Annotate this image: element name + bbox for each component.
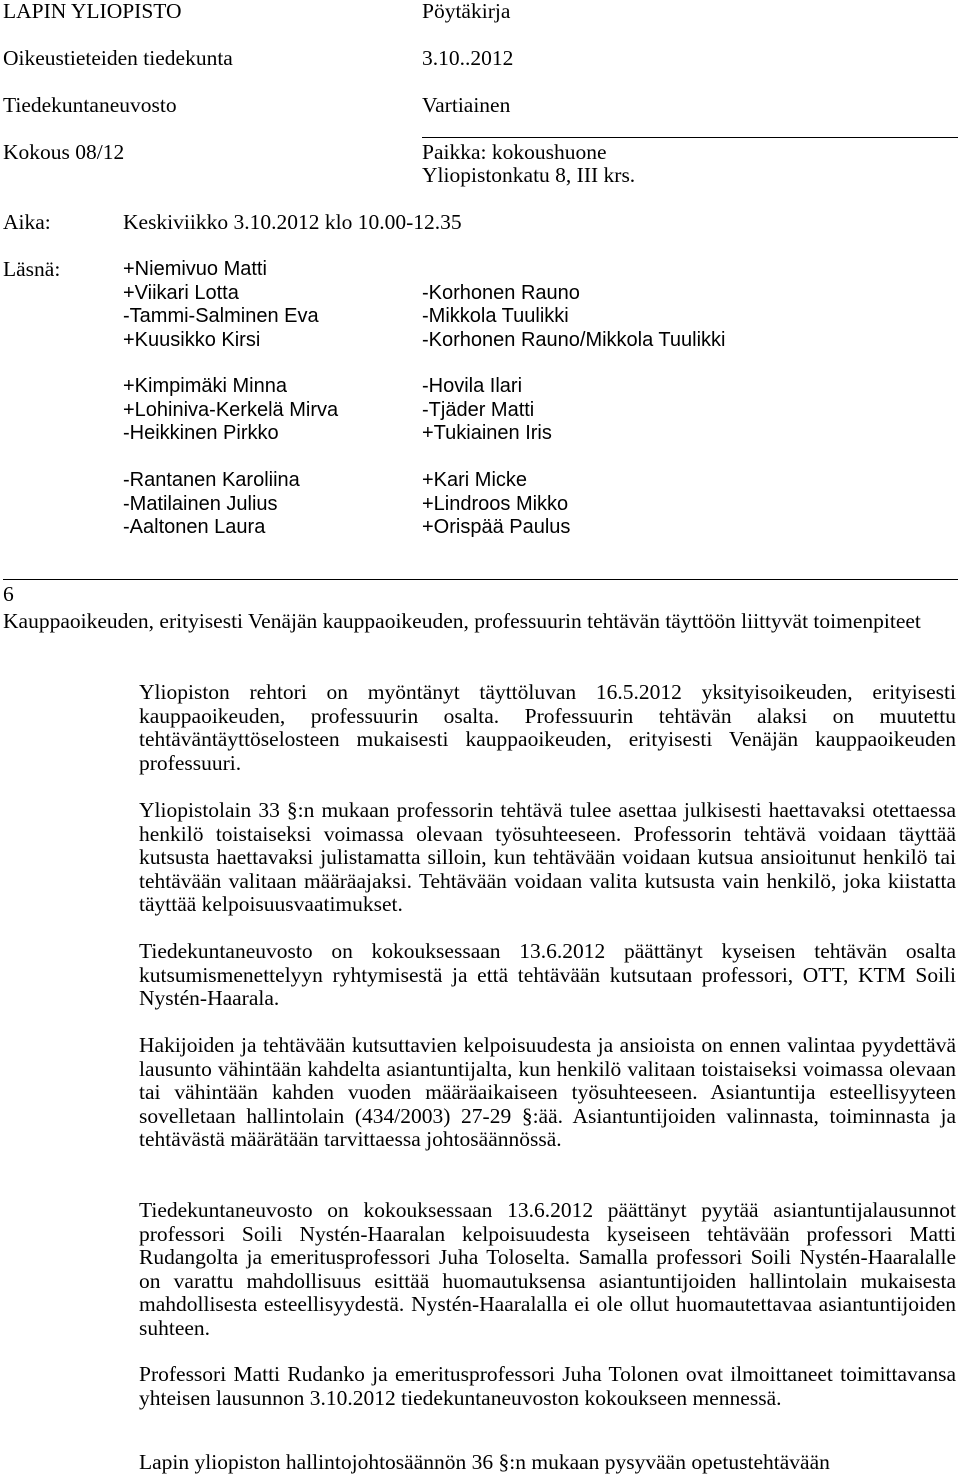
meeting-address: Yliopistonkatu 8, III krs. bbox=[422, 163, 636, 187]
university-name: LAPIN YLIOPISTO bbox=[3, 0, 182, 23]
guard-name: Vartiainen bbox=[422, 93, 511, 117]
attendee: -Aaltonen Laura bbox=[123, 516, 266, 538]
document-date: 3.10..2012 bbox=[422, 46, 514, 70]
item-rule bbox=[3, 579, 958, 580]
faculty-name: Oikeustieteiden tiedekunta bbox=[3, 46, 233, 70]
attendee: -Rantanen Karoliina bbox=[123, 469, 300, 491]
attendee: +Kimpimäki Minna bbox=[123, 375, 287, 397]
attendee: -Hovila Ilari bbox=[422, 375, 523, 397]
time-value: Keskiviikko 3.10.2012 klo 10.00-12.35 bbox=[123, 210, 462, 234]
item-number: 6 bbox=[3, 582, 14, 606]
body-paragraph: Yliopistolain 33 §:n mukaan professorin tehtävä tulee asettaa julkisesti haettavaksi otettaessa henkilö toistaiseksi voimassa olevaan työsuhteeseen. Professorin tehtävä voidaan täyttää kutsusta haettavaksi julistamatta silloin, kun tehtävään voidaan kutsua ansioitunut henkilö tai tehtävään valitaan määräajaksi. Tehtävään voidaan valita kutsusta vain henkilö, joka kiistatta täyttää kelpoisuusvaatimukset. bbox=[139, 798, 956, 916]
body-paragraph: Professori Matti Rudanko ja emeritusprofessori Juha Tolonen ovat ilmoittaneet toimittavansa yhteisen lausunnon 3.10.2012 tiedekuntaneuvoston kokoukseen mennessä. bbox=[139, 1362, 956, 1410]
attendee: +Kuusikko Kirsi bbox=[123, 329, 261, 351]
council-name: Tiedekuntaneuvosto bbox=[3, 93, 177, 117]
attendee: -Korhonen Rauno/Mikkola Tuulikki bbox=[422, 329, 726, 351]
meeting-place: Paikka: kokoushuone bbox=[422, 140, 607, 164]
attendee: -Korhonen Rauno bbox=[422, 282, 580, 304]
attendee: +Kari Micke bbox=[422, 469, 528, 491]
attendee: +Viikari Lotta bbox=[123, 282, 239, 304]
header-rule bbox=[422, 137, 958, 138]
attendee: -Mikkola Tuulikki bbox=[422, 305, 569, 327]
attendee: +Lohiniva-Kerkelä Mirva bbox=[123, 399, 339, 421]
document-type: Pöytäkirja bbox=[422, 0, 511, 23]
body-paragraph: Tiedekuntaneuvosto on kokouksessaan 13.6.2012 päättänyt pyytää asiantuntijalausunnot professori Soili Nystén-Haaralan kelpoisuudesta kyseiseen tehtävään professori Matti Rudangolta ja emeritusprofessori Juha Toloselta. Samalla professori Soili Nystén-Haaralalle on varattu mahdollisuus esittää huomautuksensa asiantuntijoiden hallintolain mukaisesta mahdollisesta esteellisyydestä. Nystén-Haaralalla ei ole ollut huomautettavaa asiantuntijoiden suhteen. bbox=[139, 1198, 956, 1340]
attendee: +Lindroos Mikko bbox=[422, 493, 569, 515]
attendee: -Heikkinen Pirkko bbox=[123, 422, 279, 444]
attendance-label: Läsnä: bbox=[3, 257, 61, 281]
body-paragraph: Tiedekuntaneuvosto on kokouksessaan 13.6.2012 päättänyt kyseisen tehtävän osalta kutsumismenettelyyn ryhtymisestä ja että tehtävään kutsutaan professori, OTT, KTM Soili Nystén-Haarala. bbox=[139, 939, 956, 1010]
body-paragraph: Yliopiston rehtori on myöntänyt täyttöluvan 16.5.2012 yksityisoikeuden, erityisesti kauppaoikeuden, professuurin osalta. Professuurin tehtävän alaksi on muutettu tehtäväntäyttöselosteen mukaisesti kauppaoikeuden, erityisesti Venäjän kauppaoikeuden professuuri. bbox=[139, 680, 956, 775]
meeting-number: Kokous 08/12 bbox=[3, 140, 125, 164]
attendee: +Orispää Paulus bbox=[422, 516, 571, 538]
item-title: Kauppaoikeuden, erityisesti Venäjän kauppaoikeuden, professuurin tehtävän täyttöön liittyvät toimenpiteet bbox=[3, 609, 921, 633]
attendee: -Tjäder Matti bbox=[422, 399, 535, 421]
time-label: Aika: bbox=[3, 210, 51, 234]
body-paragraph: Hakijoiden ja tehtävään kutsuttavien kelpoisuudesta ja ansioista on ennen valintaa pyydettävä lausunto vähintään kahdelta asiantuntijalta, kun henkilö valitaan toistaiseksi voimassa olevaan tai vähintään kahden vuoden määräaikaiseen työsuhteeseen. Asiantuntija esteellisyyteen sovelletaan hallintolain (434/2003) 27-29 §:ää. Asiantuntijoiden valinnasta, toiminnasta ja tehtävästä määrätään tarvittaessa johtosäännössä. bbox=[139, 1033, 956, 1151]
attendee: +Tukiainen Iris bbox=[422, 422, 552, 444]
attendee: -Matilainen Julius bbox=[123, 493, 278, 515]
body-paragraph: Lapin yliopiston hallintojohtosäännön 36 §:n mukaan pysyvään opetustehtävään bbox=[139, 1450, 830, 1474]
attendee: -Tammi-Salminen Eva bbox=[123, 305, 319, 327]
attendee: +Niemivuo Matti bbox=[123, 258, 267, 280]
